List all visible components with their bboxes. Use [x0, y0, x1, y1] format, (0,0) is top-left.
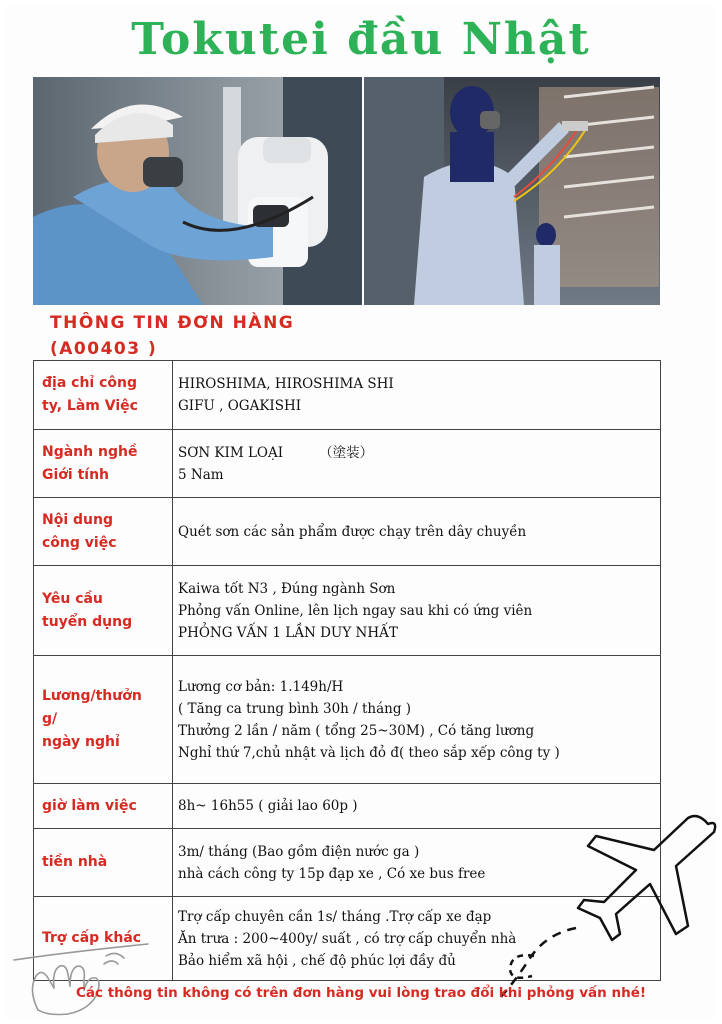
footer-note: Các thông tin không có trên đơn hàng vui lòng trao đổi khi phỏng vấn nhé!	[75, 985, 647, 1001]
table-row-address	[34, 361, 661, 430]
row-value: Kaiwa tốt N3 , Đúng ngành Sơn Phỏng vấn Online, lên lịch ngay sau khi có ứng viên PHỎNG VẤN 1 LẦN DUY NHẤT	[173, 566, 661, 656]
job-info-table	[33, 360, 661, 981]
row-label: địa chỉ công ty, Làm Việc	[34, 361, 173, 430]
order-heading-title: THÔNG TIN ĐƠN HÀNG	[50, 313, 295, 333]
row-value: Quét sơn các sản phẩm được chạy trên dây chuyền	[173, 498, 661, 566]
row-label: Ngành nghề Giới tính	[34, 430, 173, 498]
row-label: Yêu cầu tuyển dụng	[34, 566, 173, 656]
row-value: Lương cơ bản: 1.149h/H ( Tăng ca trung bình 30h / tháng ) Thưởng 2 lần / năm ( tổng 25~30M) , Có tăng lương Nghỉ thứ 7,chủ nhật và lịch đỏ đ( theo sắp xếp công ty )	[173, 656, 661, 784]
table-row-job-content	[34, 498, 661, 566]
photo-spray-worker-right	[364, 77, 660, 305]
row-label: Nội dung công việc	[34, 498, 173, 566]
table-row-other-allowances	[34, 897, 661, 981]
row-label: Lương/thưởn g/ ngày nghỉ	[34, 656, 173, 784]
table-row-working-hours	[34, 784, 661, 829]
photo-spray-worker-left	[33, 77, 362, 305]
row-value: Trợ cấp chuyên cần 1s/ tháng .Trợ cấp xe đạp Ăn trưa : 200~400y/ suất , có trợ cấp chuyển nhà Bảo hiểm xã hội , chế độ phúc lợi đầy đủ	[173, 897, 661, 981]
row-value: HIROSHIMA, HIROSHIMA SHI GIFU , OGAKISHI	[173, 361, 661, 430]
row-value: 8h~ 16h55 ( giải lao 60p )	[173, 784, 661, 829]
japanese-job-term: （塗装）	[319, 444, 374, 461]
table-row-industry	[34, 430, 661, 498]
table-row-requirements	[34, 566, 661, 656]
row-label: giờ làm việc	[34, 784, 173, 829]
row-value: SƠN KIM LOẠI （塗装） 5 Nam	[173, 430, 661, 498]
table-row-housing	[34, 829, 661, 897]
order-code: (A00403 )	[50, 339, 158, 359]
order-heading	[50, 310, 294, 362]
row-value: 3m/ tháng (Bao gồm điện nước ga ) nhà cách công ty 15p đạp xe , Có xe bus free	[173, 829, 661, 897]
page-title: Tokutei đầu Nhật	[131, 14, 591, 65]
row-label: Trợ cấp khác	[34, 897, 173, 981]
table-row-salary	[34, 656, 661, 784]
row-label: tiền nhà	[34, 829, 173, 897]
